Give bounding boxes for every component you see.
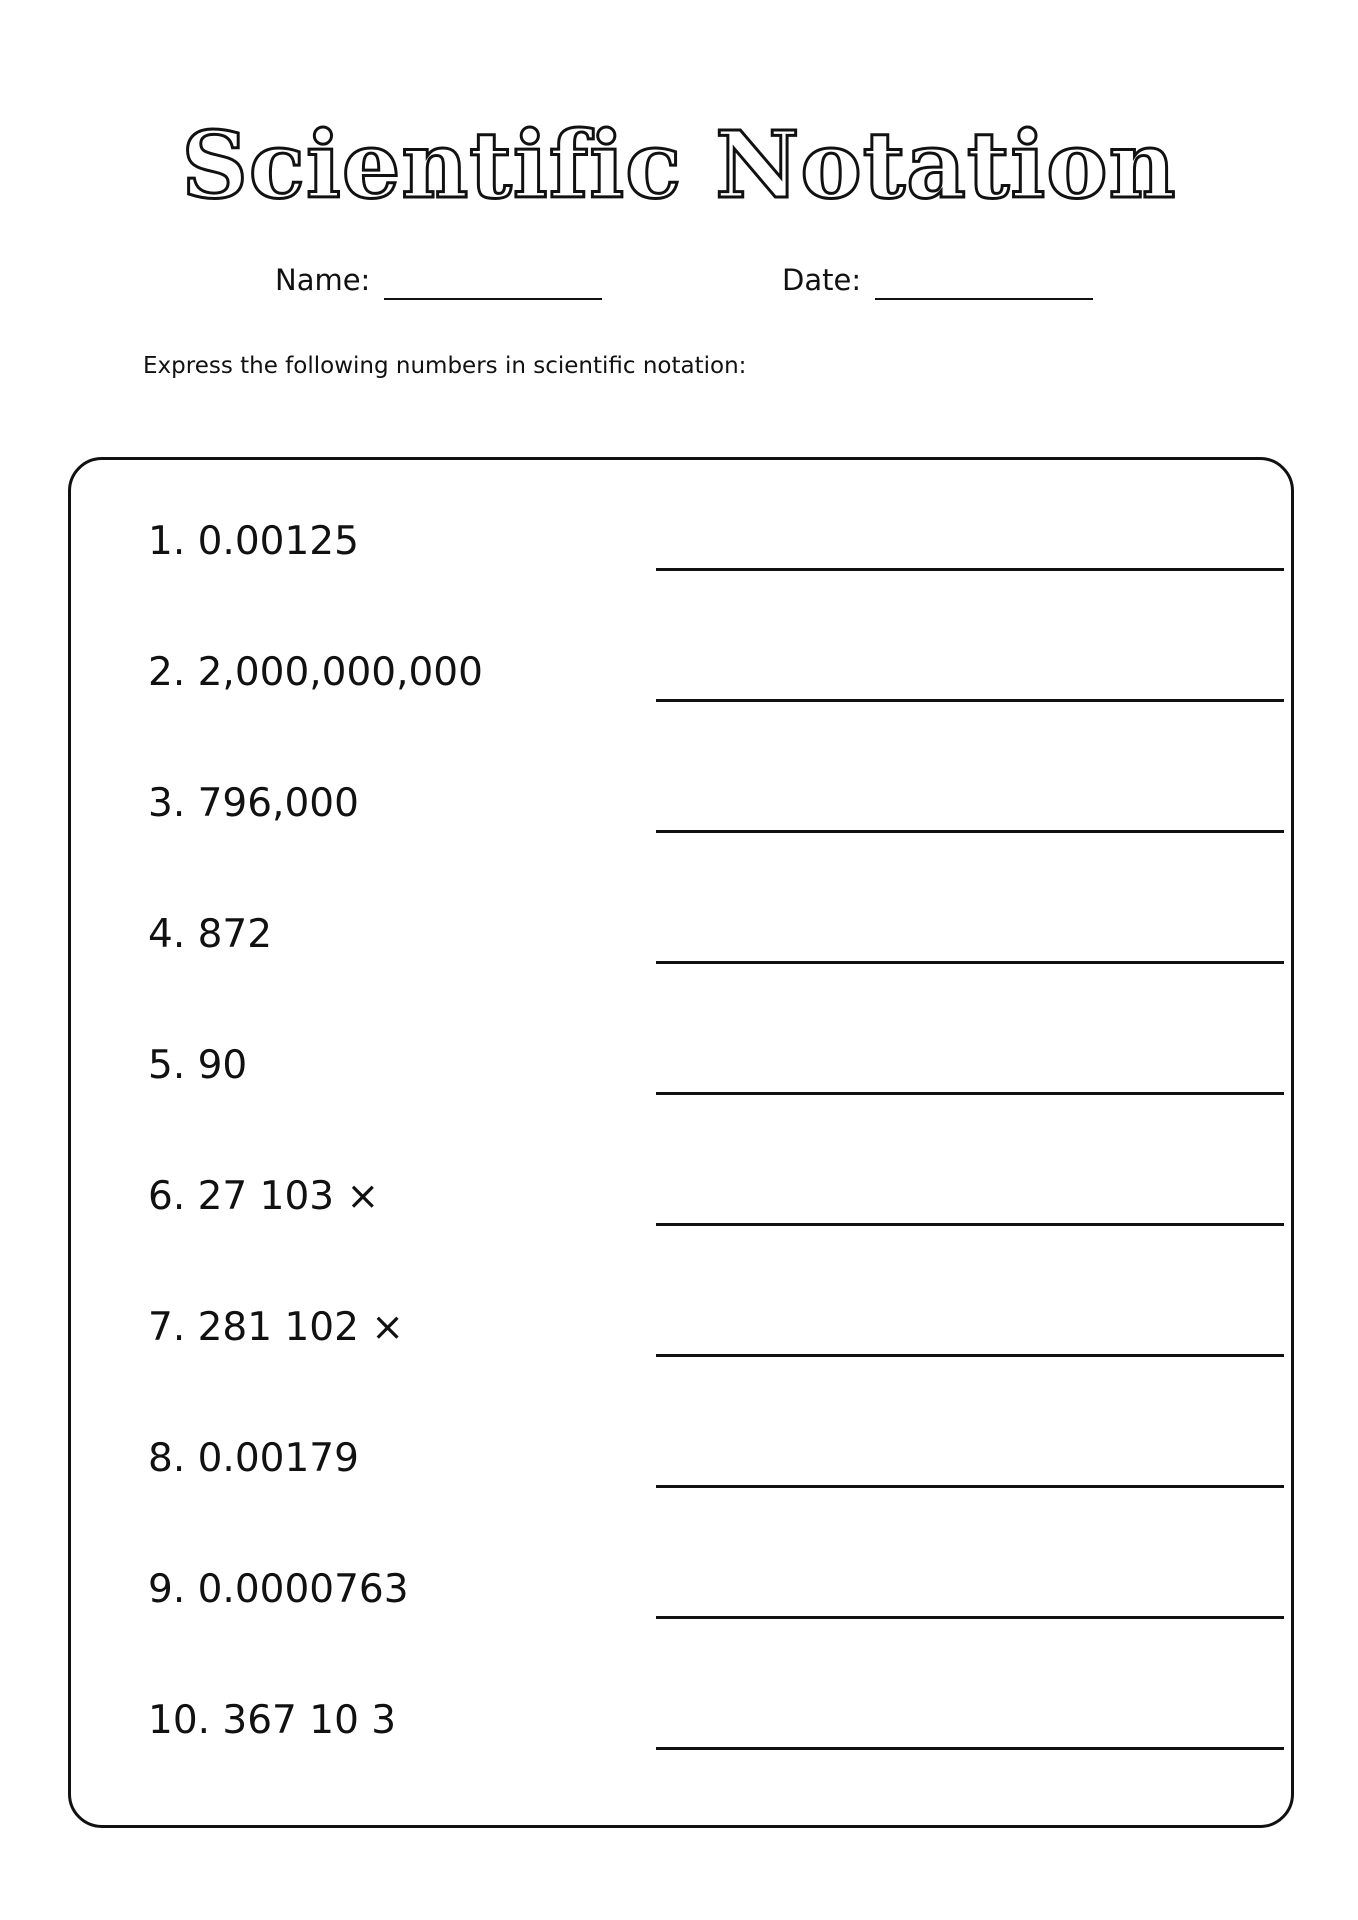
instructions: Express the following numbers in scientific notation: [143,353,747,379]
answer-line[interactable] [656,830,1284,833]
answer-line[interactable] [656,961,1284,964]
worksheet-title: Scientific Notation [181,111,1177,219]
problem-text: 8. 0.00179 [148,1436,359,1481]
name-label: Name: [275,263,371,297]
answer-line[interactable] [656,1354,1284,1357]
problem-item [148,1165,1278,1225]
problem-text: 4. 872 [148,912,273,957]
problems-box [68,457,1294,1828]
date-blank-line[interactable] [875,268,1093,300]
date-field [782,260,1093,300]
problem-item [148,1296,1278,1356]
problem-item [148,903,1278,963]
answer-line[interactable] [656,1616,1284,1619]
problem-text: 2. 2,000,000,000 [148,650,483,695]
problem-text: 7. 281 102 × [148,1305,404,1350]
problem-item [148,1558,1278,1618]
problem-text: 6. 27 103 × [148,1174,380,1219]
problem-text: 9. 0.0000763 [148,1567,409,1612]
answer-line[interactable] [656,1092,1284,1095]
problem-text: 5. 90 [148,1043,248,1088]
problem-item [148,1689,1278,1749]
name-field [275,260,602,300]
problem-text: 10. 367 10 3 [148,1698,397,1743]
answer-line[interactable] [656,1485,1284,1488]
problem-item [148,1427,1278,1487]
problem-item [148,772,1278,832]
answer-line[interactable] [656,699,1284,702]
date-label: Date: [782,263,862,297]
name-blank-line[interactable] [384,268,602,300]
problem-text: 1. 0.00125 [148,519,359,564]
answer-line[interactable] [656,568,1284,571]
problem-text: 3. 796,000 [148,781,359,826]
answer-line[interactable] [656,1223,1284,1226]
problem-item [148,641,1278,701]
problem-item [148,1034,1278,1094]
problem-item [148,510,1278,570]
answer-line[interactable] [656,1747,1284,1750]
